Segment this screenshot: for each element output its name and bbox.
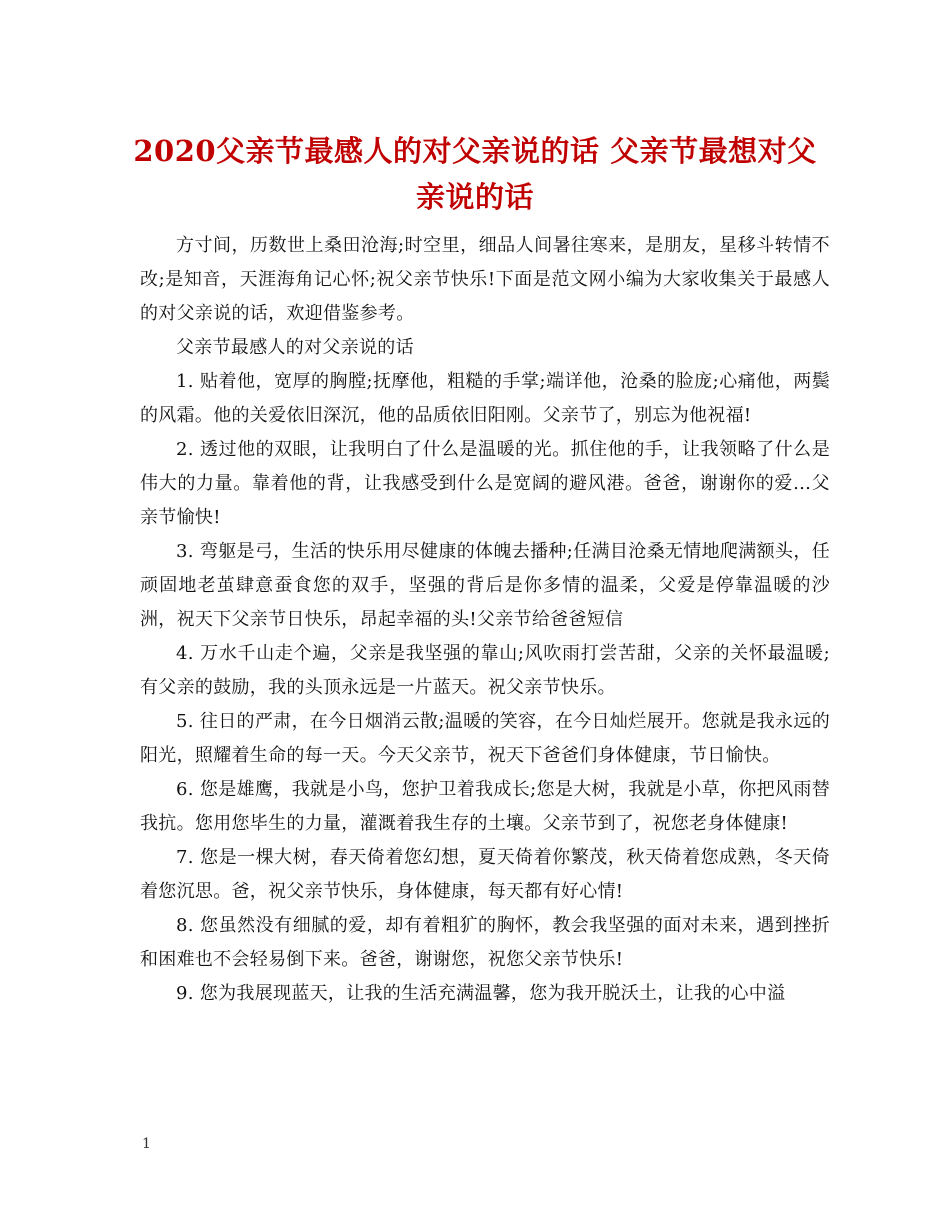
intro-paragraph: 方寸间，历数世上桑田沧海;时空里，细品人间暑往寒来，是朋友，星移斗转情不改;是知音，天涯海角记心怀;祝父亲节快乐!下面是范文网小编为大家收集关于最感人的对父亲说的话，欢迎借鉴参考。 [140,235,830,324]
list-item: 4. 万水千山走个遍，父亲是我坚强的靠山;风吹雨打尝苦甜，父亲的关怀最温暖;有父亲的鼓励，我的头顶永远是一片蓝天。祝父亲节快乐。 [140,643,830,698]
list-item: 9. 您为我展现蓝天，让我的生活充满温馨，您为我开脱沃土，让我的心中溢 [176,983,786,1004]
list-item: 8. 您虽然没有细腻的爱，却有着粗犷的胸怀，教会我坚强的面对未来，遇到挫折和困难也不会轻易倒下来。爸爸，谢谢您，祝您父亲节快乐! [140,915,830,970]
page-number: 1 [142,1136,151,1152]
document-title: 2020父亲节最感人的对父亲说的话 父亲节最想对父亲说的话 [133,134,817,214]
list-item: 6. 您是雄鹰，我就是小鸟，您护卫着我成长;您是大树，我就是小草，你把风雨替我抗。您用您毕生的力量，灌溉着我生存的土壤。父亲节到了，祝您老身体健康! [140,779,830,834]
document-body [140,229,830,1011]
list-item: 3. 弯躯是弓，生活的快乐用尽健康的体魄去播种;任满目沧桑无情地爬满额头，任顽固地老茧肆意蚕食您的双手，坚强的背后是你多情的温柔，父爱是停靠温暖的沙洲，祝天下父亲节日快乐，昂起幸福的头!父亲节给爸爸短信 [140,541,830,630]
list-item: 2. 透过他的双眼，让我明白了什么是温暖的光。抓住他的手，让我领略了什么是伟大的力量。靠着他的背，让我感受到什么是宽阔的避风港。爸爸，谢谢你的爱…父亲节愉快! [140,439,830,528]
list-item: 5. 往日的严肃，在今日烟消云散;温暖的笑容，在今日灿烂展开。您就是我永远的阳光，照耀着生命的每一天。今天父亲节，祝天下爸爸们身体健康，节日愉快。 [140,711,830,766]
list-item: 7. 您是一棵大树，春天倚着您幻想，夏天倚着你繁茂，秋天倚着您成熟，冬天倚着您沉思。爸，祝父亲节快乐，身体健康，每天都有好心情! [140,847,830,902]
list-item: 1. 贴着他，宽厚的胸膛;抚摩他，粗糙的手掌;端详他，沧桑的脸庞;心痛他，两鬓的风霜。他的关爱依旧深沉，他的品质依旧阳刚。父亲节了，别忘为他祝福! [140,371,830,426]
section-heading: 父亲节最感人的对父亲说的话 [176,337,414,358]
